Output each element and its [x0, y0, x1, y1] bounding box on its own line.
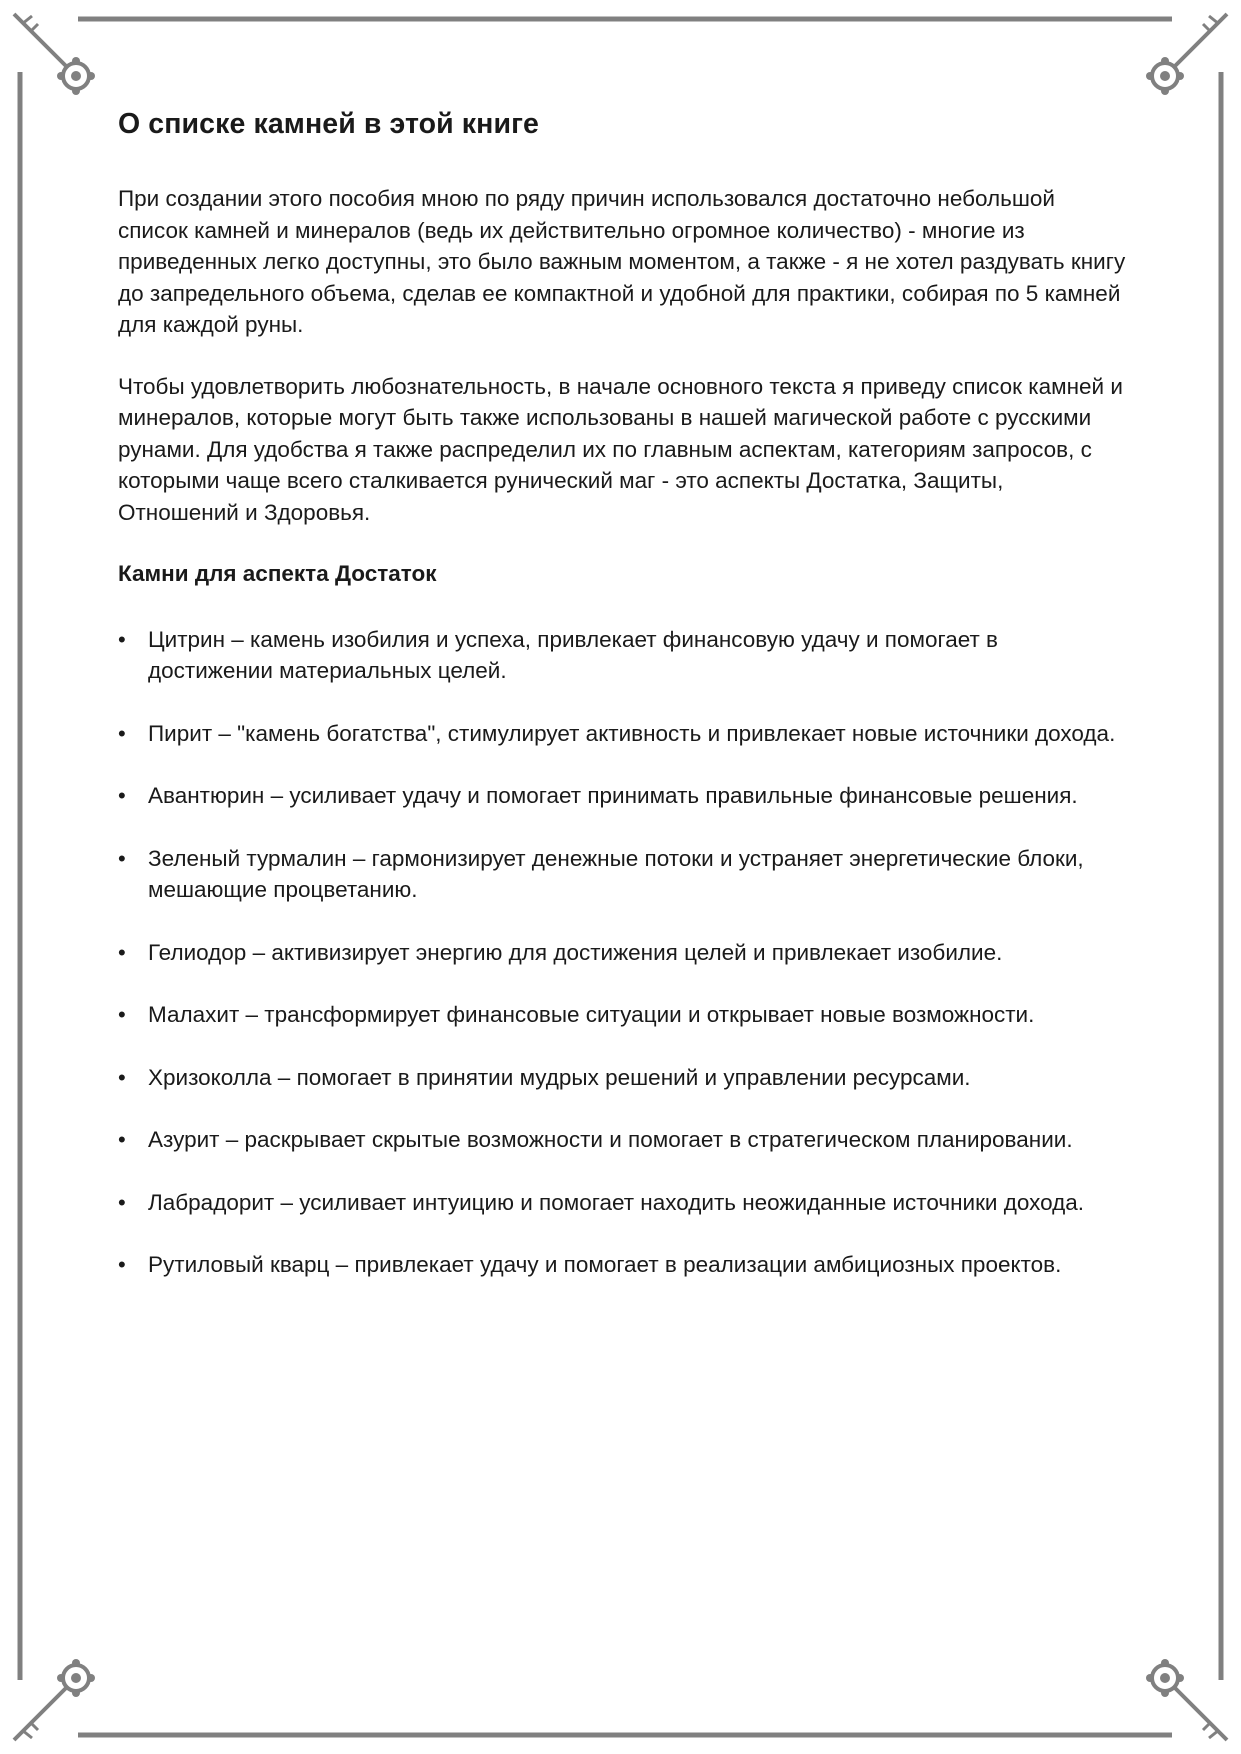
- list-item-text: Цитрин – камень изобилия и успеха, привлекает финансовую удачу и помогает в достижении материальных целей.: [148, 626, 998, 683]
- list-item-text: Лабрадорит – усиливает интуицию и помогает находить неожиданные источники дохода.: [148, 1189, 1085, 1215]
- list-item: [118, 624, 1128, 687]
- list-item-text: Пирит – "камень богатства", стимулирует активность и привлекает новые источники дохода.: [148, 720, 1116, 746]
- key-ornament-icon: [1146, 14, 1227, 95]
- list-item-text: Малахит – трансформирует финансовые ситуации и открывает новые возможности.: [148, 1002, 1035, 1027]
- page-content: [118, 108, 1128, 1312]
- stone-list: [118, 624, 1128, 1281]
- bullet-icon: •: [118, 939, 126, 965]
- list-item: [118, 937, 1128, 969]
- bullet-icon: •: [118, 1189, 126, 1215]
- bullet-icon: •: [118, 1064, 126, 1090]
- list-item: [118, 1124, 1128, 1156]
- key-ornament-icon: [14, 1659, 95, 1740]
- intro-paragraph: При создании этого пособия мною по ряду причин использовался достаточно небольшой список камней и минералов (ведь их действительно огромное количество) - многие из приведенных легко доступны, это было важным моментом, а также - я не хотел раздувать книгу до запредельного объема, сделав ее компактной и удобной для практики, собирая по 5 камней для каждой руны.: [118, 186, 1126, 337]
- list-item-text: Гелиодор – активизирует энергию для достижения целей и привлекает изобилие.: [148, 939, 1003, 965]
- list-item-text: Зеленый турмалин – гармонизирует денежные потоки и устраняет энергетические блоки, мешающие процветанию.: [148, 845, 1084, 902]
- page-title: О списке камней в этой книге: [118, 108, 540, 140]
- list-item: [118, 1062, 1128, 1094]
- list-item-text: Азурит – раскрывает скрытые возможности и помогает в стратегическом планировании.: [148, 1127, 1073, 1152]
- bullet-icon: •: [118, 845, 126, 871]
- bullet-icon: •: [118, 1252, 126, 1277]
- list-item: [118, 999, 1128, 1031]
- list-item: [118, 780, 1128, 812]
- bullet-icon: •: [118, 1127, 126, 1152]
- section-heading: Камни для аспекта Достаток: [118, 561, 437, 586]
- list-item-text: Авантюрин – усиливает удачу и помогает принимать правильные финансовые решения.: [148, 783, 1078, 808]
- list-item: [118, 1249, 1128, 1281]
- list-item: [118, 1187, 1128, 1219]
- list-item-text: Хризоколла – помогает в принятии мудрых решений и управлении ресурсами.: [148, 1064, 971, 1090]
- bullet-icon: •: [118, 1002, 126, 1027]
- list-item: [118, 718, 1128, 750]
- bullet-icon: •: [118, 626, 126, 652]
- key-ornament-icon: [1146, 1659, 1227, 1740]
- list-item-text: Рутиловый кварц – привлекает удачу и помогает в реализации амбициозных проектов.: [148, 1252, 1062, 1277]
- list-item: [118, 843, 1128, 906]
- key-ornament-icon: [14, 14, 95, 95]
- bullet-icon: •: [118, 720, 126, 746]
- bullet-icon: •: [118, 783, 126, 808]
- intro-paragraph: Чтобы удовлетворить любознательность, в начале основного текста я приведу список камней и минералов, которые могут быть также использованы в нашей магической работе с русскими рунами. Для удобства я также распределил их по главным аспектам, категориям запросов, с которыми чаще всего сталкивается рунический маг - это аспекты Достатка, Защиты, Отношений и Здоровья.: [118, 373, 1123, 525]
